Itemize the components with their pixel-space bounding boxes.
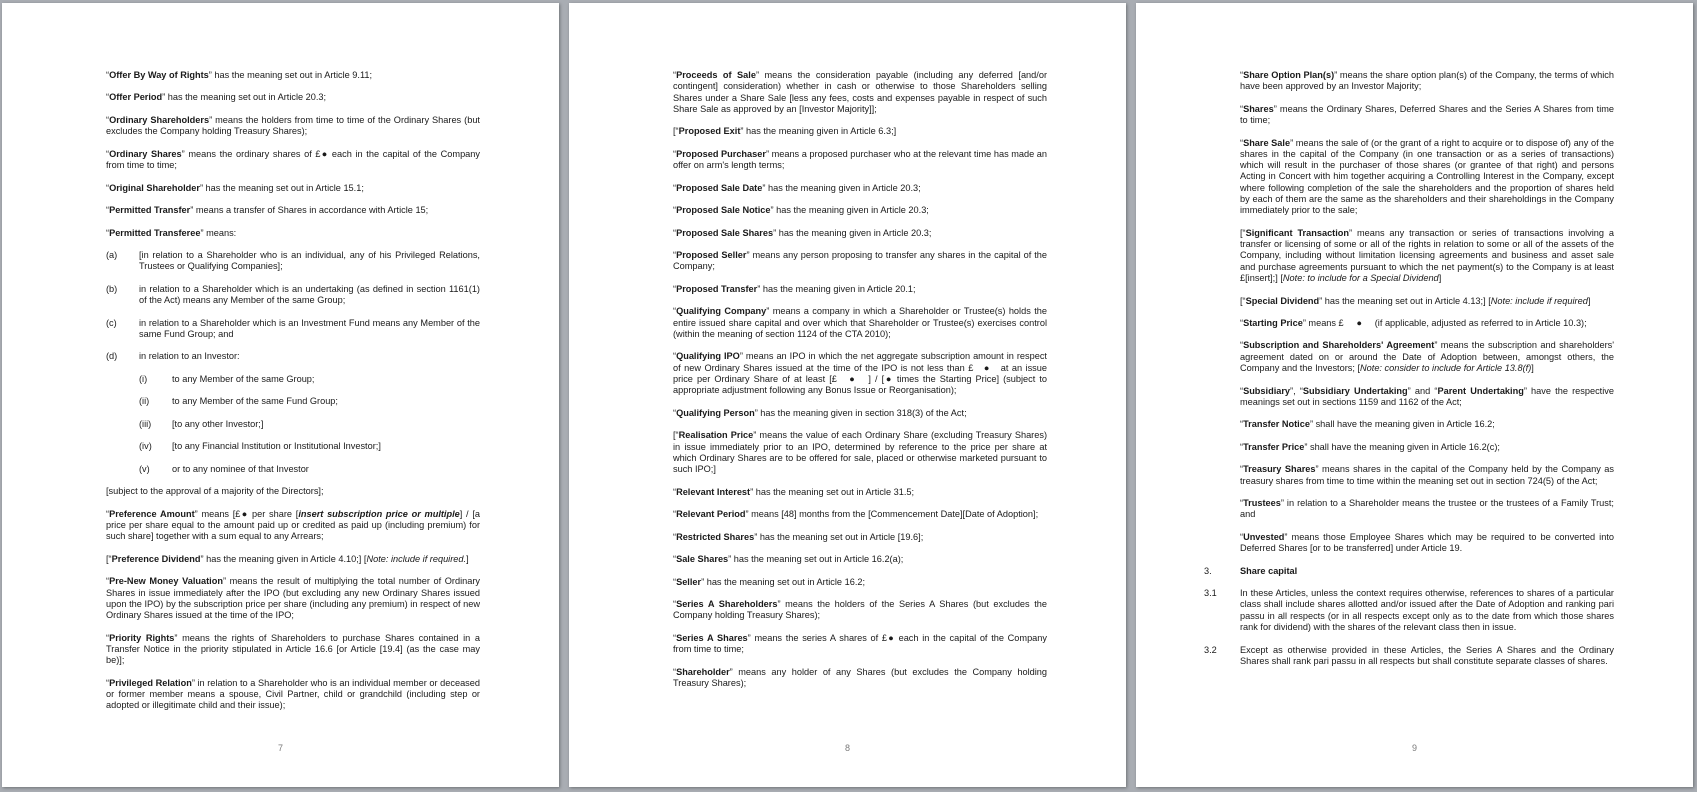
- definition-paragraph: “Relevant Period” means [48] months from the [Commencement Date][Date of Adoption];: [673, 509, 1039, 520]
- definition-paragraph: “Offer By Way of Rights” has the meaning set out in Article 9.11;: [106, 70, 373, 80]
- item-number: (iii): [139, 418, 152, 429]
- sub-list-item: [139, 419, 480, 430]
- page-content: [673, 70, 1047, 689]
- definition-paragraph: “Ordinary Shareholders” means the holders from time to time of the Ordinary Shares (but excludes the Company holding Treasury Shares);: [106, 114, 480, 137]
- item-text: or to any nominee of that Investor: [172, 463, 309, 474]
- item-text: [to any Financial Institution or Institutional Investor;]: [172, 441, 381, 452]
- definition-paragraph: [“Proposed Exit” has the meaning given in Article 6.3;]: [673, 126, 897, 137]
- list-item: [106, 318, 480, 341]
- definition-paragraph: “Qualifying Company” means a company in which a Shareholder or Trustee(s) holds the entire issued share capital and over which that Shareholder or Trustee(s) exercises control (within the meaning of section 1124 of the CTA 2010);: [673, 306, 1047, 339]
- item-text: Except as otherwise provided in these Articles, the Series A Shares and the Ordinary Shares shall rank pari passu in all respects but shall constitute separate classes of shares.: [1240, 644, 1614, 666]
- item-text: [in relation to a Shareholder who is an individual, any of his Privileged Relations, Trustees or Qualifying Companies];: [139, 249, 480, 272]
- definition-paragraph: “Original Shareholder” has the meaning set out in Article 15.1;: [106, 182, 364, 193]
- definition-paragraph: “Proposed Sale Notice” has the meaning given in Article 20.3;: [673, 205, 929, 216]
- definition-paragraph: “Privileged Relation” in relation to a Shareholder who is an individual member or deceased or former member means a spouse, Civil Partner, child or grandchild (including step or adopted or illegitimate child and their issue);: [106, 677, 480, 711]
- definition-paragraph: “Shareholder” means any holder of any Shares (but excludes the Company holding Treasury Shares);: [673, 666, 1047, 688]
- sub-list-item: [139, 464, 480, 475]
- definition-paragraph: “Transfer Notice” shall have the meaning given in Article 16.2;: [1240, 419, 1495, 430]
- definition-paragraph: “Offer Period” has the meaning set out in Article 20.3;: [106, 92, 327, 103]
- item-number: (i): [139, 373, 148, 384]
- sub-list-item: [139, 374, 480, 385]
- page-number: 7: [277, 743, 283, 753]
- document-page: [2, 3, 559, 787]
- item-number: (iv): [139, 441, 152, 452]
- item-number: 3.1: [1204, 588, 1217, 599]
- item-text: in relation to a Shareholder which is an Investment Fund means any Member of the same Fund Group; and: [139, 317, 480, 339]
- definition-paragraph: “Share Option Plan(s)” means the share option plan(s) of the Company, the terms of which have been approved by an Investor Majority;: [1240, 70, 1614, 92]
- definition-paragraph: “Share Sale” means the sale of (or the grant of a right to acquire or to dispose of) any of the shares in the capital of the Company (in one transaction or as a series of transactions) which will result in the purchaser of those shares (or grantee of that right) and persons Acting in Concert with him together acquiring a Controlling Interest in the Company, except where following completion of the sale the shareholders and the proportion of shares held by each of them are the same as the shareholders and their shareholdings in the Company immediately prior to the sale;: [1240, 137, 1614, 216]
- definition-paragraph: “Unvested” means those Employee Shares which may be required to be converted into Deferred Shares [or to be transferred] under Article 19.: [1240, 531, 1614, 554]
- item-text: to any Member of the same Fund Group;: [172, 396, 338, 407]
- definition-paragraph: “Proposed Transfer” has the meaning given in Article 20.1;: [673, 283, 916, 294]
- definition-paragraph: “Sale Shares” has the meaning set out in Article 16.2(a);: [673, 554, 904, 565]
- definition-paragraph: “Qualifying Person” has the meaning given in section 318(3) of the Act;: [673, 407, 967, 418]
- page-number: 8: [844, 743, 850, 753]
- clause-paragraph: [1204, 588, 1614, 633]
- section-heading: [1204, 566, 1614, 577]
- definition-paragraph: “Permitted Transfer” means a transfer of Shares in accordance with Article 15;: [106, 205, 429, 216]
- definition-paragraph: “Subscription and Shareholders' Agreement” means the subscription and shareholders' agreement dated on or around the Date of Adoption between, amongst others, the Company and the Investors; [Note: consider to include for Article 13.8(f)]: [1240, 340, 1614, 374]
- item-number: (d): [106, 351, 118, 362]
- item-number: 3.: [1204, 565, 1212, 576]
- definition-paragraph: “Proposed Seller” means any person proposing to transfer any shares in the capital of the Company;: [673, 250, 1047, 272]
- definition-paragraph: “Ordinary Shares” means the ordinary shares of £● each in the capital of the Company from time to time;: [106, 148, 480, 171]
- item-number: (b): [106, 283, 118, 294]
- definition-paragraph: “Transfer Price” shall have the meaning given in Article 16.2(c);: [1240, 441, 1500, 452]
- list-item: [106, 250, 480, 273]
- page-number: 9: [1411, 743, 1417, 753]
- definition-paragraph: “Starting Price” means £ ● (if applicable, adjusted as referred to in Article 10.3);: [1240, 317, 1587, 328]
- definition-paragraph: “Series A Shareholders” means the holders of the Series A Shares (but excludes the Company holding Treasury Shares);: [673, 599, 1047, 621]
- definition-paragraph: “Priority Rights” means the rights of Shareholders to purchase Shares contained in a Transfer Notice in the priority stipulated in Article 16.6 [or Article [19.4] (as the case may be)];: [106, 632, 480, 666]
- sub-list-item: [139, 441, 480, 452]
- definition-paragraph: “Preference Amount” means [£● per share [insert subscription price or multiple] / [a price per share equal to the amount paid up or credited as paid up (including premium) for such share] together with a sum equal to any Arrears;: [106, 508, 480, 542]
- definition-paragraph: “Subsidiary”, “Subsidiary Undertaking” and “Parent Undertaking” have the respective meanings set out in sections 1159 and 1162 of the Act;: [1240, 385, 1614, 407]
- item-text: in relation to a Shareholder which is an undertaking (as defined in section 1161(1) of the Act) means any Member of the same Group;: [139, 283, 480, 306]
- item-text: to any Member of the same Group;: [172, 373, 315, 384]
- item-text: [to any other Investor;]: [172, 418, 264, 429]
- item-number: (a): [106, 249, 118, 260]
- definition-paragraph: [subject to the approval of a majority of the Directors];: [106, 486, 324, 497]
- definition-paragraph: “Trustees” in relation to a Shareholder means the trustee or the trustees of a Family Trust; and: [1240, 498, 1614, 520]
- item-text: Share capital: [1240, 565, 1298, 576]
- definition-paragraph: “Proposed Sale Date” has the meaning given in Article 20.3;: [673, 182, 921, 193]
- item-number: (v): [139, 463, 150, 474]
- definition-paragraph: “Restricted Shares” has the meaning set out in Article [19.6];: [673, 531, 924, 542]
- list-item: [106, 284, 480, 307]
- clause-paragraph: [1204, 645, 1614, 668]
- definition-paragraph: “Proceeds of Sale” means the consideration payable (including any deferred [and/or contingent] consideration) whether in cash or otherwise to those Shareholders selling Shares under a Share Sale [less any fees, costs and expenses payable in respect of such Share Sale as approved by an [Investor Majority]];: [673, 70, 1048, 114]
- item-text: in relation to an Investor:: [139, 351, 240, 362]
- definition-paragraph: [“Preference Dividend” has the meaning given in Article 4.10;] [Note: include if required.]: [106, 553, 469, 564]
- item-text: In these Articles, unless the context requires otherwise, references to shares of a particular class shall include shares allotted and/or issued after the Date of Adoption and ranking pari passu in all respects (or in all respects except only as to the date from which those shares rank for dividend) with the shares of the relevant class then in issue.: [1240, 588, 1614, 633]
- definition-paragraph: [“Special Dividend” has the meaning set out in Article 4.13;] [Note: include if required]: [1240, 295, 1591, 306]
- definition-paragraph: “Qualifying IPO” means an IPO in which the net aggregate subscription amount in respect of new Ordinary Shares issued at the time of the IPO is not less than £ ● at an issue price per Ordinary Share of at least [£ ● ] / [● times the Starting Price] (subject to appropriate adjustment following any Bonus Issue or Reorganisation);: [673, 351, 1047, 396]
- item-number: 3.2: [1204, 644, 1217, 655]
- list-item: [106, 351, 480, 362]
- document-page: [569, 3, 1126, 787]
- document-page: [1136, 3, 1693, 787]
- definition-paragraph: “Permitted Transferee” means:: [106, 227, 237, 238]
- item-number: (ii): [139, 396, 150, 407]
- definition-paragraph: “Seller” has the meaning set out in Article 16.2;: [673, 576, 866, 587]
- definition-paragraph: “Proposed Sale Shares” has the meaning given in Article 20.3;: [673, 227, 932, 238]
- definition-paragraph: “Relevant Interest” has the meaning set out in Article 31.5;: [673, 486, 915, 497]
- sub-list-item: [139, 396, 480, 407]
- definition-paragraph: “Pre-New Money Valuation” means the result of multiplying the total number of Ordinary Shares in issue immediately after the IPO (but excluding any new Ordinary Shares issued upon the IPO) by the subscription price per share (including any premium) in respect of new Ordinary Shares issued at the time of the IPO;: [106, 576, 480, 621]
- definition-paragraph: “Series A Shares” means the series A shares of £● each in the capital of the Company from time to time;: [673, 632, 1047, 655]
- definition-paragraph: “Treasury Shares” means shares in the capital of the Company held by the Company as treasury shares from time to time within the meaning set out in section 724(5) of the Act;: [1240, 464, 1614, 486]
- page-content: [106, 70, 480, 712]
- definition-paragraph: [“Realisation Price” means the value of each Ordinary Share (excluding Treasury Shares) in issue immediately prior to an IPO, determined by reference to the price per share at which Ordinary Shares are to be offered for sale, placed or otherwise marketed pursuant to such IPO;]: [673, 430, 1048, 475]
- item-number: (c): [106, 317, 117, 328]
- definition-paragraph: [“Significant Transaction” means any transaction or series of transactions involving a transfer or licensing of some or all of the rights in relation to some or all of the assets of the Company, including without limitation licensing agreements and business and asset sale and purchase agreements pursuant to which the net payment(s) to the Company is at least £[insert];] [Note: to include for a Special Dividend]: [1240, 227, 1614, 284]
- definition-paragraph: “Proposed Purchaser” means a proposed purchaser who at the relevant time has made an offer on arm's length terms;: [673, 148, 1047, 171]
- page-content: [1204, 70, 1614, 667]
- definition-paragraph: “Shares” means the Ordinary Shares, Deferred Shares and the Series A Shares from time to time;: [1240, 103, 1614, 126]
